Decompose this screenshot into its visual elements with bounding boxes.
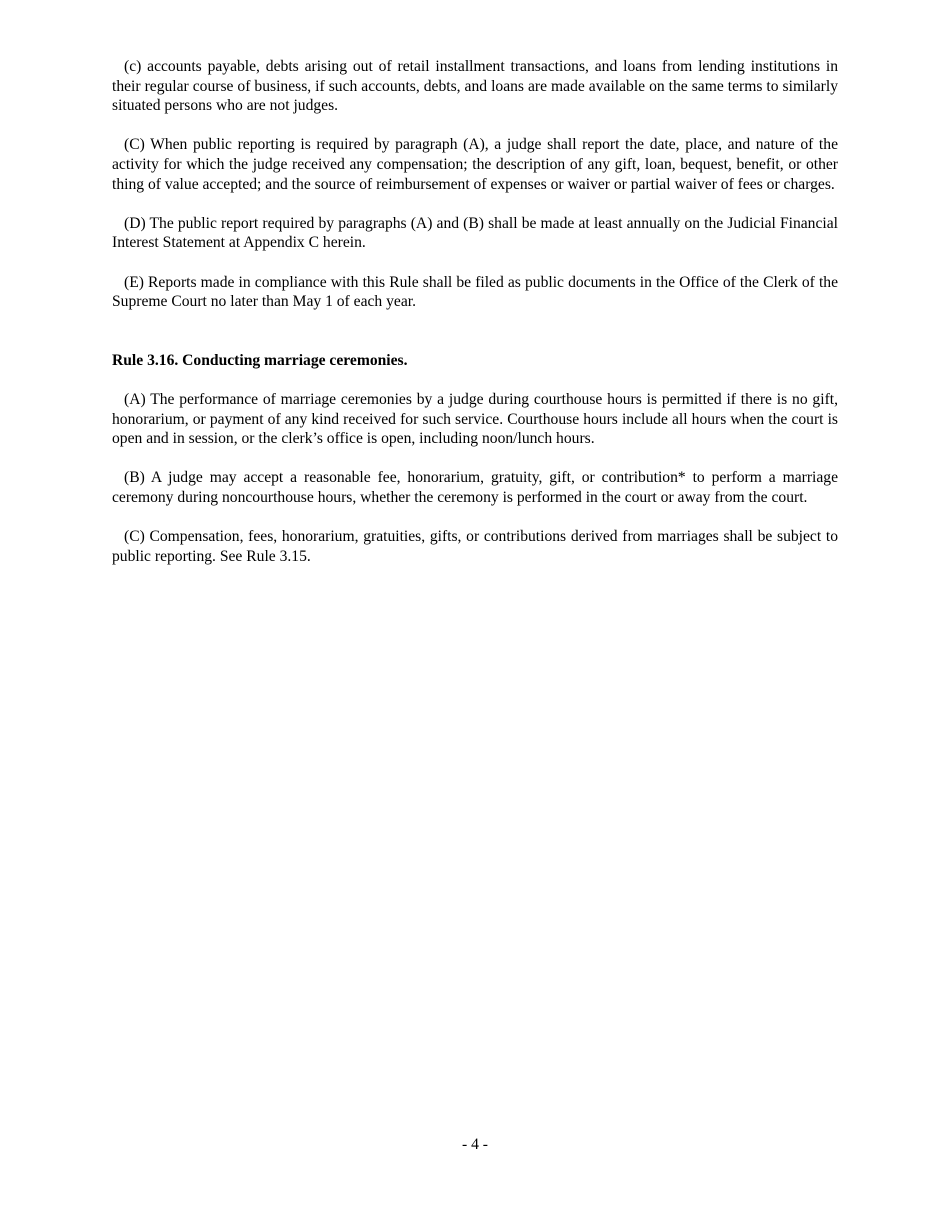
paragraph-c-lowercase: (c) accounts payable, debts arising out of retail installment transactions, and loans from lending institutions in their regular course of business, if such accounts, debts, and loans are made available on the same terms to similarly situated persons who are not judges. [112,58,838,115]
paragraph-d-annual-report: (D) The public report required by paragraphs (A) and (B) shall be made at least annually on the Judicial Financial Interest Statement at Appendix C herein. [112,214,838,252]
rule-heading: Rule 3.16. Conducting marriage ceremonies. [112,351,408,369]
document-page [112,57,838,566]
rule-paragraph-c: (C) Compensation, fees, honorarium, gratuities, gifts, or contributions derived from marriages shall be subject to public reporting. See Rule 3.15. [112,528,838,565]
paragraph-e-filing: (E) Reports made in compliance with this Rule shall be filed as public documents in the Office of the Clerk of the Supreme Court no later than May 1 of each year. [112,273,838,311]
page-number: - 4 - [462,1136,488,1153]
rule-paragraph-b: (B) A judge may accept a reasonable fee, honorarium, gratuity, gift, or contribution* to perform a marriage ceremony during noncourthouse hours, whether the ceremony is performed in the court or away from the court. [112,469,838,506]
paragraph-c-reporting: (C) When public reporting is required by paragraph (A), a judge shall report the date, place, and nature of the activity for which the judge received any compensation; the description of any gift, loan, bequest, benefit, or other thing of value accepted; and the source of reimbursement of expenses or waiver or partial waiver of fees or charges. [112,136,838,193]
rule-paragraph-a: (A) The performance of marriage ceremonies by a judge during courthouse hours is permitted if there is no gift, honorarium, or payment of any kind received for such service. Courthouse hours include all hours when the court is open and in session, or the clerk’s office is open, including noon/lunch hours. [112,390,838,448]
